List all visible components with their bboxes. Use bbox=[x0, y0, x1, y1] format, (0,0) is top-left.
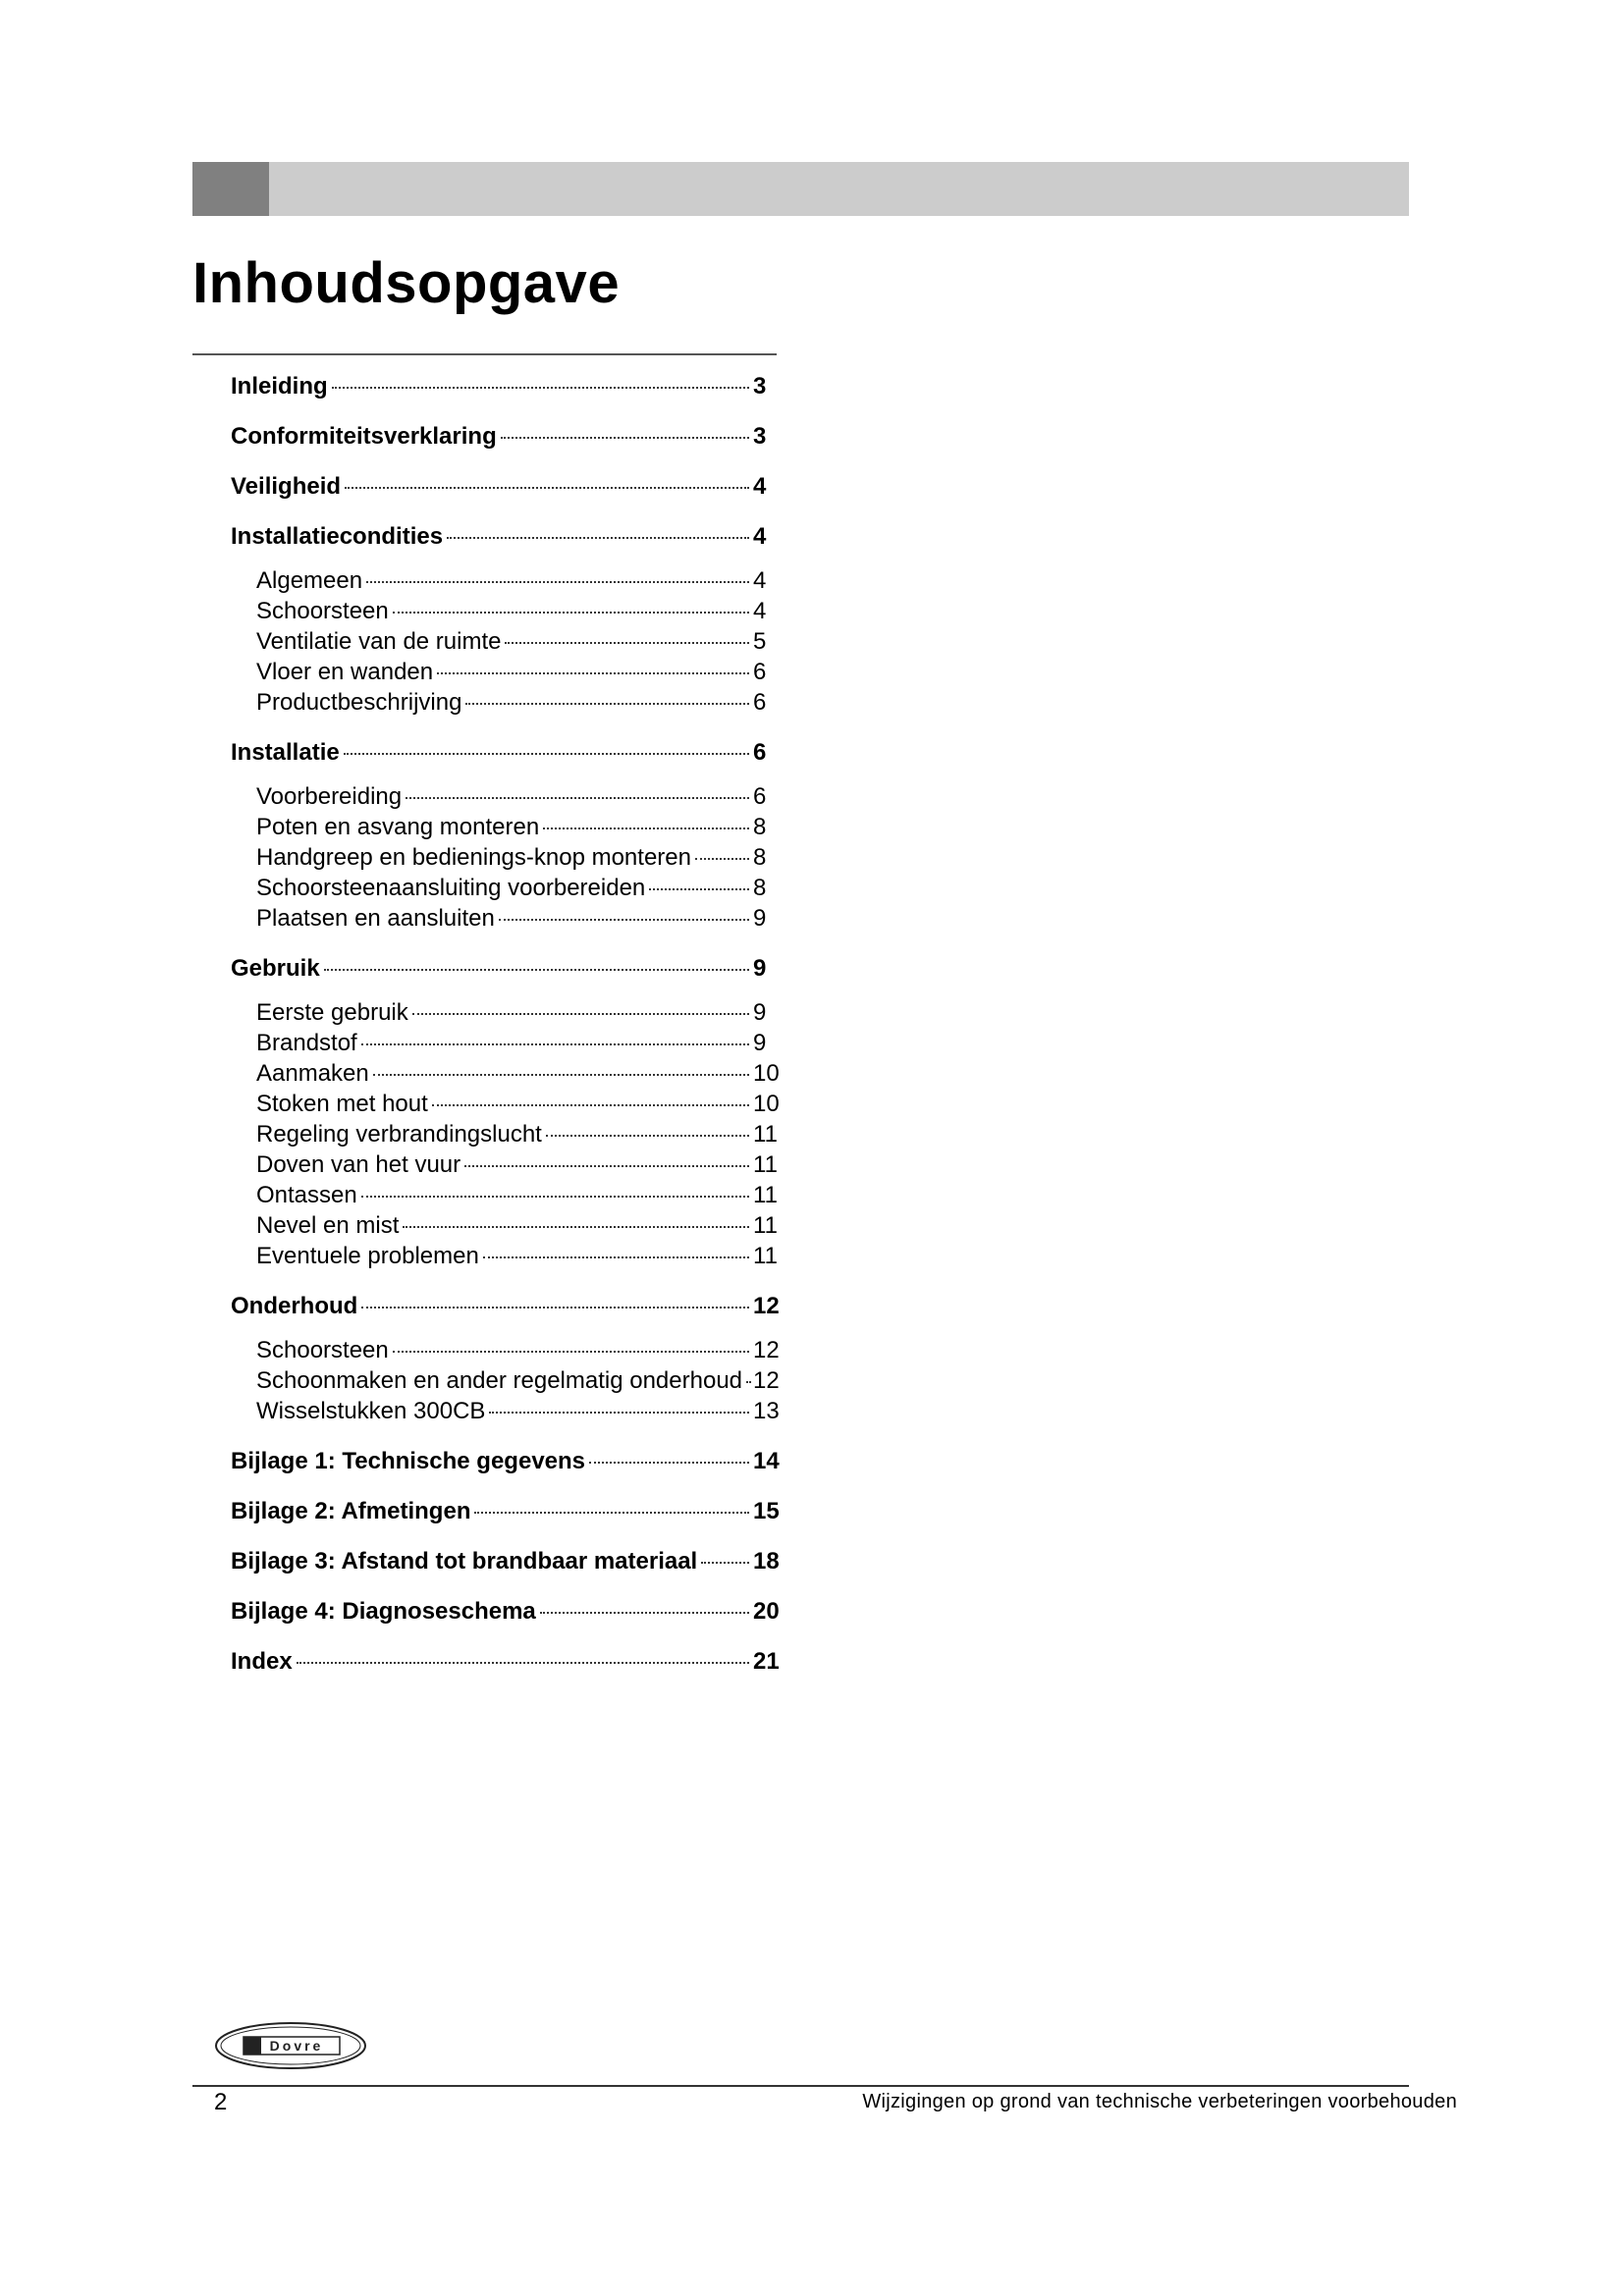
toc-leader bbox=[474, 1512, 749, 1514]
toc-label: Schoorsteen bbox=[256, 598, 389, 624]
toc-entry[interactable] bbox=[231, 1446, 781, 1476]
toc-leader bbox=[447, 537, 749, 539]
toc-leader bbox=[366, 581, 749, 583]
toc-page: 6 bbox=[753, 783, 767, 810]
toc-label: Bijlage 1: Technische gegevens bbox=[231, 1448, 586, 1474]
toc-label: Vloer en wanden bbox=[256, 659, 434, 685]
toc-entry[interactable] bbox=[231, 953, 781, 984]
toc-leader bbox=[465, 703, 749, 705]
toc-entry[interactable] bbox=[231, 687, 781, 718]
header-bar bbox=[192, 162, 1409, 216]
toc-entry[interactable] bbox=[231, 873, 781, 903]
toc-leader bbox=[505, 642, 749, 644]
toc-entry[interactable] bbox=[231, 1180, 781, 1210]
toc-leader bbox=[297, 1662, 749, 1664]
toc-leader bbox=[540, 1612, 749, 1614]
toc-label: Conformiteitsverklaring bbox=[231, 423, 497, 450]
toc-label: Aanmaken bbox=[256, 1060, 369, 1087]
toc-label: Bijlage 4: Diagnoseschema bbox=[231, 1598, 536, 1625]
toc-entry[interactable] bbox=[231, 1546, 781, 1576]
toc-leader bbox=[483, 1256, 749, 1258]
footer-divider bbox=[192, 2085, 1409, 2087]
toc-page: 6 bbox=[753, 689, 767, 716]
toc-label: Bijlage 3: Afstand tot brandbaar materiaal bbox=[231, 1548, 698, 1575]
toc-entry[interactable] bbox=[231, 1496, 781, 1526]
toc-page: 12 bbox=[753, 1337, 780, 1363]
toc-entry[interactable] bbox=[231, 812, 781, 842]
toc-page: 6 bbox=[753, 739, 767, 766]
toc-label: Doven van het vuur bbox=[256, 1151, 461, 1178]
toc-page: 21 bbox=[753, 1648, 780, 1675]
toc-subgroup bbox=[231, 565, 839, 718]
toc-entry[interactable] bbox=[231, 421, 781, 452]
footer-disclaimer: Wijzigingen op grond van technische verbeteringen voorbehouden bbox=[862, 2091, 1457, 2112]
toc-label: Index bbox=[231, 1648, 293, 1675]
toc-subgroup bbox=[231, 781, 839, 934]
toc-page: 9 bbox=[753, 955, 767, 982]
toc-label: Schoonmaken en ander regelmatig onderhoud bbox=[256, 1367, 743, 1394]
toc-page: 5 bbox=[753, 628, 767, 655]
toc-entry[interactable] bbox=[231, 781, 781, 812]
toc-page: 8 bbox=[753, 814, 767, 840]
toc-page: 9 bbox=[753, 905, 767, 932]
toc-entry[interactable] bbox=[231, 371, 781, 401]
toc-entry[interactable] bbox=[231, 1596, 781, 1627]
toc-leader bbox=[361, 1043, 749, 1045]
logo-wordmark: Dovre bbox=[269, 2038, 324, 2054]
toc-entry[interactable] bbox=[231, 842, 781, 873]
toc-entry[interactable] bbox=[231, 626, 781, 657]
toc-label: Eventuele problemen bbox=[256, 1243, 479, 1269]
toc-leader bbox=[543, 828, 749, 829]
toc-leader bbox=[489, 1412, 749, 1414]
dovre-logo bbox=[214, 2020, 369, 2071]
toc-page: 11 bbox=[753, 1121, 778, 1148]
toc-entry[interactable] bbox=[231, 1396, 781, 1426]
toc-entry[interactable] bbox=[231, 521, 781, 552]
toc-leader bbox=[403, 1226, 749, 1228]
toc-leader bbox=[499, 919, 749, 921]
toc-leader bbox=[332, 387, 749, 389]
toc-page: 12 bbox=[753, 1367, 780, 1394]
toc-label: Nevel en mist bbox=[256, 1212, 400, 1239]
toc-label: Eerste gebruik bbox=[256, 999, 408, 1026]
toc-leader bbox=[649, 888, 749, 890]
toc-page: 15 bbox=[753, 1498, 780, 1524]
toc-page: 4 bbox=[753, 598, 767, 624]
toc-label: Inleiding bbox=[231, 373, 328, 400]
toc-entry[interactable] bbox=[231, 737, 781, 768]
toc-entry[interactable] bbox=[231, 1149, 781, 1180]
toc-entry[interactable] bbox=[231, 1646, 781, 1677]
toc-leader bbox=[432, 1104, 749, 1106]
toc-entry[interactable] bbox=[231, 1119, 781, 1149]
toc-page: 20 bbox=[753, 1598, 780, 1625]
toc-page: 11 bbox=[753, 1243, 778, 1269]
toc-page: 9 bbox=[753, 1030, 767, 1056]
toc-leader bbox=[393, 612, 749, 614]
toc-page: 8 bbox=[753, 844, 767, 871]
title-divider bbox=[192, 353, 777, 355]
toc-label: Gebruik bbox=[231, 955, 320, 982]
toc-label: Onderhoud bbox=[231, 1293, 358, 1319]
toc-leader bbox=[546, 1135, 749, 1137]
toc-label: Installatiecondities bbox=[231, 523, 444, 550]
toc-page: 14 bbox=[753, 1448, 780, 1474]
toc-page: 10 bbox=[753, 1060, 780, 1087]
toc-leader bbox=[589, 1462, 749, 1464]
toc-page: 11 bbox=[753, 1182, 778, 1208]
toc-label: Stoken met hout bbox=[256, 1091, 428, 1117]
toc-page: 11 bbox=[753, 1151, 778, 1178]
toc-page: 4 bbox=[753, 523, 767, 550]
toc-leader bbox=[373, 1074, 749, 1076]
toc-entry[interactable] bbox=[231, 565, 781, 596]
toc-leader bbox=[695, 858, 749, 860]
toc-leader bbox=[361, 1196, 749, 1198]
toc-leader bbox=[345, 487, 749, 489]
toc-label: Schoorsteenaansluiting voorbereiden bbox=[256, 875, 646, 901]
toc-subgroup bbox=[231, 997, 839, 1271]
toc-entry[interactable] bbox=[231, 1028, 781, 1058]
toc-entry[interactable] bbox=[231, 1241, 781, 1271]
header-accent-block bbox=[192, 162, 269, 216]
toc-page: 8 bbox=[753, 875, 767, 901]
toc-leader bbox=[393, 1351, 749, 1353]
toc-leader bbox=[406, 797, 749, 799]
toc-label: Ontassen bbox=[256, 1182, 357, 1208]
toc-leader bbox=[361, 1307, 749, 1308]
toc-entry[interactable] bbox=[231, 1335, 781, 1365]
toc-page: 13 bbox=[753, 1398, 780, 1424]
toc-page: 9 bbox=[753, 999, 767, 1026]
toc-page: 6 bbox=[753, 659, 767, 685]
toc-entry[interactable] bbox=[231, 596, 781, 626]
toc-leader bbox=[344, 753, 749, 755]
toc-leader bbox=[501, 437, 749, 439]
toc-label: Schoorsteen bbox=[256, 1337, 389, 1363]
toc-page: 11 bbox=[753, 1212, 778, 1239]
page-number: 2 bbox=[214, 2089, 228, 2115]
toc-leader bbox=[701, 1562, 749, 1564]
toc-page: 10 bbox=[753, 1091, 780, 1117]
toc-page: 3 bbox=[753, 423, 767, 450]
toc-leader bbox=[412, 1013, 749, 1015]
toc-page: 4 bbox=[753, 473, 767, 500]
toc-page: 4 bbox=[753, 567, 767, 594]
toc-entry[interactable] bbox=[231, 997, 781, 1028]
toc-entry[interactable] bbox=[231, 1365, 781, 1396]
toc-entry[interactable] bbox=[231, 903, 781, 934]
toc-page: 12 bbox=[753, 1293, 780, 1319]
toc-label: Ventilatie van de ruimte bbox=[256, 628, 502, 655]
toc-label: Plaatsen en aansluiten bbox=[256, 905, 495, 932]
toc-label: Productbeschrijving bbox=[256, 689, 462, 716]
toc-leader bbox=[324, 969, 749, 971]
toc-label: Voorbereiding bbox=[256, 783, 403, 810]
page-title: Inhoudsopgave bbox=[192, 251, 621, 315]
toc-label: Brandstof bbox=[256, 1030, 357, 1056]
toc-leader bbox=[464, 1165, 749, 1167]
table-of-contents bbox=[231, 371, 839, 1677]
toc-entry[interactable] bbox=[231, 1058, 781, 1089]
toc-label: Poten en asvang monteren bbox=[256, 814, 540, 840]
toc-entry[interactable] bbox=[231, 1089, 781, 1119]
toc-label: Wisselstukken 300CB bbox=[256, 1398, 486, 1424]
toc-label: Handgreep en bedienings-knop monteren bbox=[256, 844, 691, 871]
toc-leader bbox=[746, 1381, 749, 1383]
toc-label: Regeling verbrandingslucht bbox=[256, 1121, 542, 1148]
toc-entry[interactable] bbox=[231, 471, 781, 502]
toc-leader bbox=[437, 672, 749, 674]
toc-label: Bijlage 2: Afmetingen bbox=[231, 1498, 471, 1524]
toc-subgroup bbox=[231, 1335, 839, 1426]
toc-page: 3 bbox=[753, 373, 767, 400]
toc-label: Algemeen bbox=[256, 567, 363, 594]
toc-label: Veiligheid bbox=[231, 473, 342, 500]
toc-entry[interactable] bbox=[231, 657, 781, 687]
toc-label: Installatie bbox=[231, 739, 340, 766]
toc-page: 18 bbox=[753, 1548, 780, 1575]
toc-entry[interactable] bbox=[231, 1291, 781, 1321]
toc-entry[interactable] bbox=[231, 1210, 781, 1241]
